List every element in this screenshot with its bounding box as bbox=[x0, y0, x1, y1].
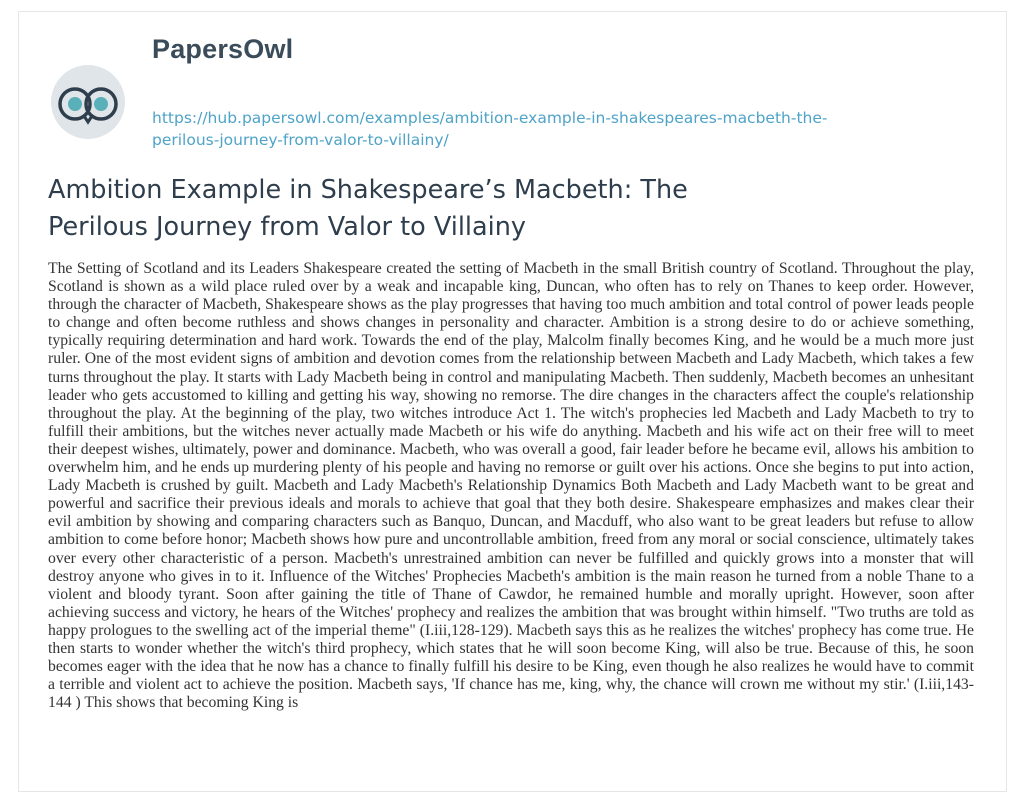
owl-eyes-icon bbox=[48, 62, 128, 142]
header bbox=[48, 34, 988, 154]
document-body: The Setting of Scotland and its Leaders Shakespeare created the setting of Macbeth in the small British country of Scotland. Throughout the play, Scotland is shown as a wild place ruled over by a weak and incapable king, Duncan, who often has to rely on Thanes to keep order. However, through the character of Macbeth, Shakespeare shows as the play progresses that having too much ambition and total control of power leads people to change and often become ruthless and shows changes in personality and character. Ambition is a strong desire to do or achieve something, typically requiring determination and hard work. Towards the end of the play, Malcolm finally becomes King, and he would be a much more just ruler. One of the most evident signs of ambition and devotion comes from the relationship between Macbeth and Lady Macbeth, which takes a few turns throughout the play. It starts with Lady Macbeth being in control and manipulating Macbeth. Then suddenly, Macbeth becomes an unhesitant leader who gets accustomed to killing and getting his way, showing no remorse. The dire changes in the characters affect the couple's relationship throughout the play. At the beginning of the play, two witches introduce Act 1. The witch's prophecies led Macbeth and Lady Macbeth to try to fulfill their ambitions, but the witches never actually made Macbeth or his wife do anything. Macbeth and his wife act on their free will to meet their deepest wishes, ultimately, power and dominance. Macbeth, who was overall a good, fair leader before he became evil, allows his ambition to overwhelm him, and he ends up murdering plenty of his people and having no remorse or guilt over his actions. Once she begins to put into action, Lady Macbeth is crushed by guilt. Macbeth and Lady Macbeth's Relationship Dynamics Both Macbeth and Lady Macbeth want to be great and powerful and sacrifice their previous ideals and morals to achieve that goal that they both desire. Shakespeare emphasizes and makes clear their evil ambition by showing and comparing characters such as Banquo, Duncan, and Macduff, who also want to be great leaders but refuse to allow ambition to come before honor; Macbeth shows how pure and uncontrollable ambition, freed from any moral or social conscience, ultimately takes over every other characteristic of a person. Macbeth's unrestrained ambition can never be fulfilled and quickly grows into a monster that will destroy anyone who gives in to it. Influence of the Witches' Prophecies Macbeth's ambition is the main reason he turned from a noble Thane to a violent and bloody tyrant. Soon after gaining the title of Thane of Cawdor, he remained humble and morally upright. However, soon after achieving success and victory, he hears of the Witches' prophecy and realizes the ambition that was brought within himself. "Two truths are told as happy prologues to the swelling act of the imperial theme" (I.iii,128-129). Macbeth says this as he realizes the witches' prophecy has come true. He then starts to wonder whether the witch's third prophecy, which states that he will soon become King, will also be true. Because of this, he soon becomes eager with the idea that he now has a chance to finally fulfill his desire to be King, even though he also realizes he would have to commit a terrible and violent act to achieve the position. Macbeth says, 'If chance has me, king, why, the chance will crown me without my stir.' (I.iii,143-144 ) This shows that becoming King is bbox=[48, 260, 974, 712]
document-title bbox=[48, 172, 948, 246]
document-title-line-2: Perilous Journey from Valor to Villainy bbox=[48, 212, 526, 242]
source-url-line-1[interactable]: https://hub.papersowl.com/examples/ambition-example-in-shakespeares-macbeth-the- bbox=[152, 109, 828, 127]
brand-name: PapersOwl bbox=[152, 34, 294, 64]
source-url[interactable] bbox=[152, 107, 912, 151]
document-title-line-1: Ambition Example in Shakespeare’s Macbeth: The bbox=[48, 175, 688, 205]
source-url-line-2[interactable]: perilous-journey-from-valor-to-villainy/ bbox=[152, 131, 449, 149]
